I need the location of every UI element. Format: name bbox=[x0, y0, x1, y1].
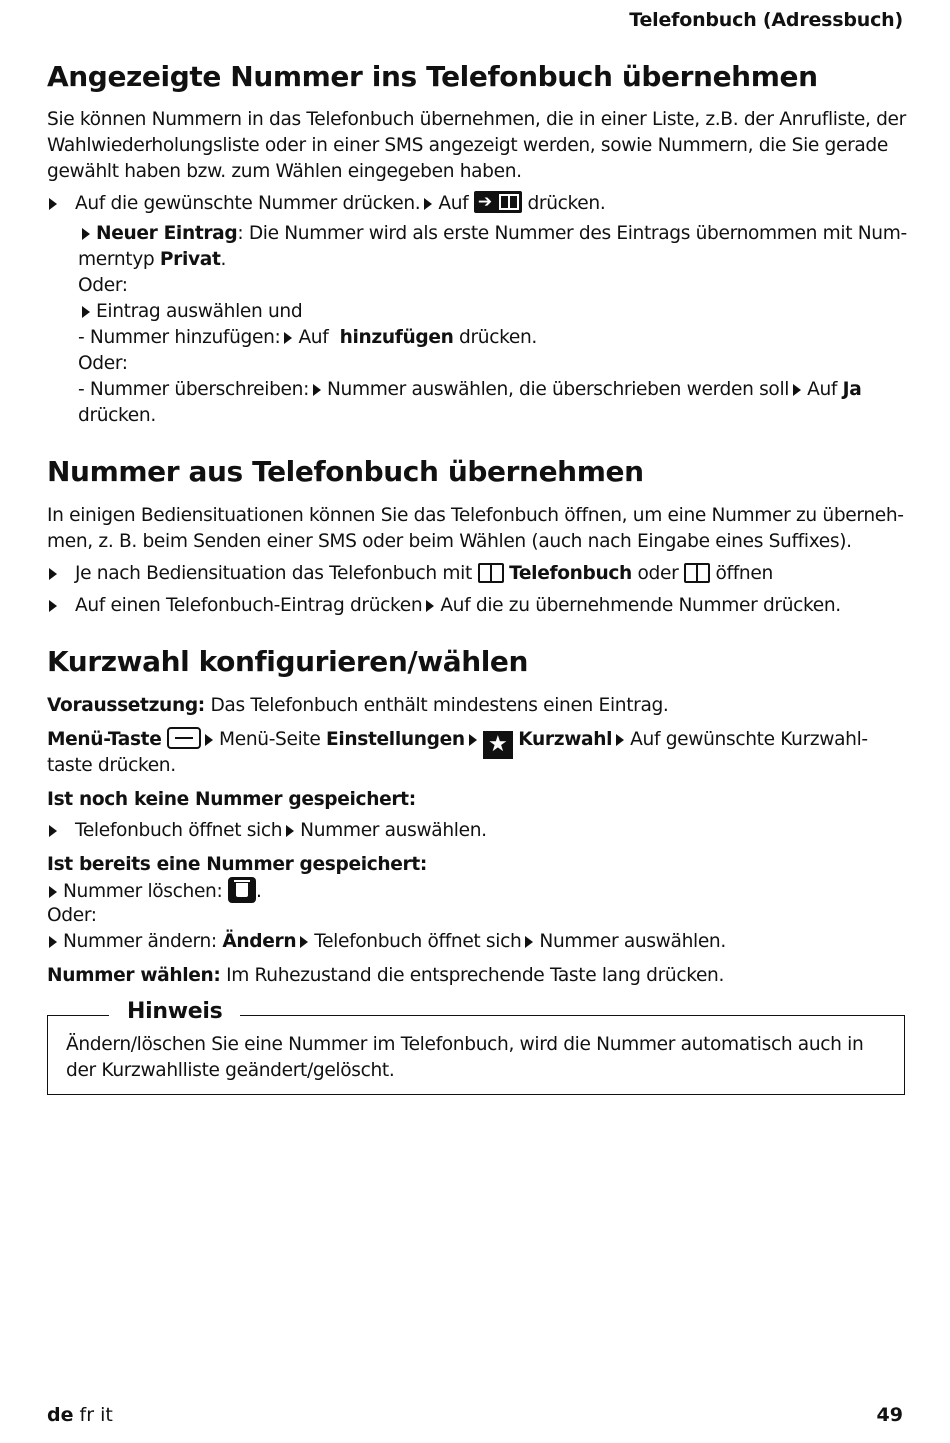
step-line: Neuer Eintrag: Die Nummer wird als erste Nummer des Eintrags übernommen mit Num- bbox=[78, 221, 907, 247]
star-icon: ★ bbox=[483, 731, 513, 759]
menu-key-icon bbox=[167, 727, 201, 749]
step-line: Nummer ändern: Ändern Telefonbuch öffnet sich Nummer auswählen. bbox=[47, 929, 726, 955]
trash-icon bbox=[228, 877, 256, 903]
step-line: Nummer löschen: . bbox=[47, 877, 262, 905]
step-line: - Nummer hinzufügen: Auf hinzufügen drücken. bbox=[78, 327, 537, 348]
oder-label: Oder: bbox=[78, 275, 128, 296]
prerequisite-line: Voraussetzung: Das Telefonbuch enthält mindestens einen Eintrag. bbox=[47, 695, 669, 716]
step-line: Nummer wählen: Im Ruhezustand die entsprechende Taste lang drücken. bbox=[47, 965, 725, 986]
step-line: Telefonbuch öffnet sich Nummer auswählen. bbox=[47, 818, 487, 844]
step-line: drücken. bbox=[78, 405, 156, 426]
phonebook-icon bbox=[684, 563, 710, 583]
arrow-icon bbox=[49, 886, 57, 898]
arrow-icon bbox=[616, 734, 624, 746]
arrow-icon bbox=[49, 936, 57, 948]
step-line: - Nummer überschreiben: Nummer auswählen, die überschrieben werden soll Auf Ja bbox=[78, 379, 862, 400]
arrow-icon bbox=[284, 332, 292, 344]
phonebook-icon bbox=[478, 563, 504, 583]
step-line: Menü-Taste Menü-Seite Einstellungen ★ Kurzwahl Auf gewünschte Kurzwahl- bbox=[47, 729, 868, 757]
arrow-icon bbox=[205, 734, 213, 746]
arrow-icon bbox=[426, 600, 434, 612]
arrow-icon bbox=[82, 306, 90, 318]
paragraph-line: Sie können Nummern in das Telefonbuch übernehmen, die in einer Liste, z.B. der Anrufliste, der bbox=[47, 109, 906, 130]
arrow-icon bbox=[469, 734, 477, 746]
arrow-icon bbox=[525, 936, 533, 948]
import-to-phonebook-icon: ➔ bbox=[474, 191, 522, 213]
step-line: Auf die gewünschte Nummer drücken. Auf ➔ drücken. bbox=[47, 191, 605, 217]
step-line: Eintrag auswählen und bbox=[78, 299, 302, 325]
arrow-bullet-icon bbox=[49, 600, 57, 612]
note-line: Ändern/löschen Sie eine Nummer im Telefonbuch, wird die Nummer automatisch auch in bbox=[66, 1034, 864, 1055]
note-title: Hinweis bbox=[109, 997, 240, 1027]
arrow-icon bbox=[82, 228, 90, 240]
arrow-bullet-icon bbox=[49, 198, 57, 210]
arrow-icon bbox=[300, 936, 308, 948]
arrow-icon bbox=[424, 198, 432, 210]
language-selector: de fr it bbox=[47, 1404, 113, 1426]
subheading: Ist noch keine Nummer gespeichert: bbox=[47, 789, 416, 810]
step-line: merntyp Privat. bbox=[78, 249, 227, 270]
arrow-bullet-icon bbox=[49, 825, 57, 837]
paragraph-line: Wahlwiederholungsliste oder in einer SMS angezeigt werden, sowie Nummern, die Sie gerade bbox=[47, 135, 888, 156]
subheading: Ist bereits eine Nummer gespeichert: bbox=[47, 854, 428, 875]
paragraph-line: gewählt haben bzw. zum Wählen eingegeben haben. bbox=[47, 161, 522, 182]
paragraph-line: men, z. B. beim Senden einer SMS oder beim Wählen (auch nach Eingabe eines Suffixes). bbox=[47, 531, 852, 552]
oder-label: Oder: bbox=[47, 905, 97, 926]
paragraph-line: In einigen Bediensituationen können Sie das Telefonbuch öffnen, um eine Nummer zu überneh- bbox=[47, 505, 904, 526]
arrow-icon bbox=[286, 825, 294, 837]
section-title-1: Angezeigte Nummer ins Telefonbuch übernehmen bbox=[47, 60, 818, 93]
oder-label: Oder: bbox=[78, 353, 128, 374]
step-line: Je nach Bediensituation das Telefonbuch mit Telefonbuch oder öffnen bbox=[47, 561, 773, 587]
page-number: 49 bbox=[876, 1404, 903, 1426]
step-line: Auf einen Telefonbuch-Eintrag drücken Auf die zu übernehmende Nummer drücken. bbox=[47, 593, 841, 619]
section-title-2: Nummer aus Telefonbuch übernehmen bbox=[47, 455, 644, 488]
arrow-icon bbox=[793, 384, 801, 396]
arrow-bullet-icon bbox=[49, 568, 57, 580]
running-header: Telefonbuch (Adressbuch) bbox=[629, 9, 903, 31]
step-line: taste drücken. bbox=[47, 755, 176, 776]
section-title-3: Kurzwahl konfigurieren/wählen bbox=[47, 645, 529, 678]
arrow-icon bbox=[313, 384, 321, 396]
note-line: der Kurzwahlliste geändert/gelöscht. bbox=[66, 1060, 395, 1081]
